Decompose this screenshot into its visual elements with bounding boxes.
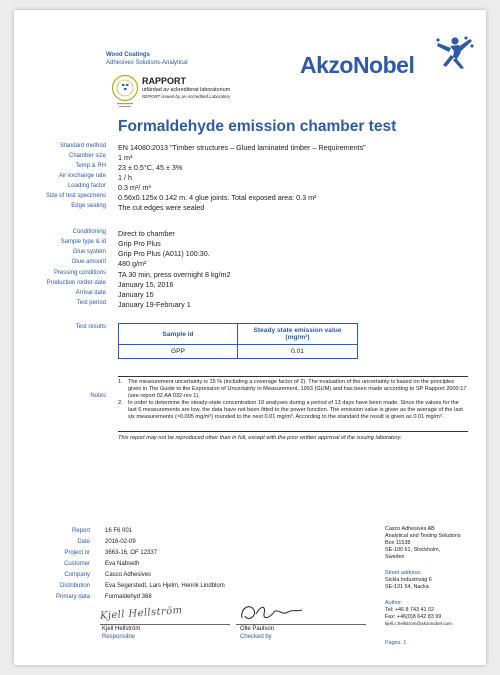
field-label: Glue amount bbox=[71, 259, 106, 265]
notes-label: Notes bbox=[90, 393, 106, 399]
results-label: Test results bbox=[75, 324, 106, 330]
address-line: Box 11538 bbox=[385, 540, 411, 546]
info-label: Company bbox=[64, 572, 90, 578]
akzonobel-figure-icon bbox=[426, 32, 478, 70]
field-value: Grip Pro Plus (A011) 100:30. bbox=[118, 249, 210, 258]
column-header: Sample id bbox=[119, 324, 238, 345]
signer-role-1: Responsible bbox=[102, 634, 136, 640]
disclaimer: This report may not be reproduced other than in full, except with the prior written approval of the issuing laboratory. bbox=[118, 435, 402, 441]
results-table bbox=[118, 323, 358, 359]
field-label: Edge sealing bbox=[71, 203, 106, 209]
signer-name-1: Kjell Hellström bbox=[102, 626, 141, 632]
field-label: Pressing conditions bbox=[53, 270, 106, 276]
field-label: Arrival date bbox=[75, 290, 106, 296]
dept-line-1: Wood Coatings bbox=[106, 52, 150, 58]
field-value: TA 30 min, press overnight 8 kg/m2 bbox=[118, 270, 231, 279]
table-cell: 0.01 bbox=[238, 345, 358, 359]
street-line: SE-131 54, Nacka bbox=[385, 584, 429, 590]
field-value: January 15 bbox=[118, 290, 154, 299]
field-label: Standard method bbox=[59, 143, 106, 149]
info-label: Date bbox=[77, 539, 90, 545]
address-line: Analytical and Testing Solutions bbox=[385, 533, 461, 539]
field-label: Test period bbox=[76, 300, 106, 306]
author-fax: Fax: +46(0)8 642 83 99 bbox=[385, 614, 442, 620]
table-header-row bbox=[119, 324, 358, 345]
field-label: Conditioning bbox=[72, 229, 106, 235]
field-value: 0.3 m²/ m³ bbox=[118, 183, 151, 192]
author-tel: Tel: +46 8 743 41 02 bbox=[385, 607, 435, 613]
fields-group-b bbox=[14, 229, 486, 319]
field-label: Air exchange rate bbox=[58, 173, 106, 179]
field-value: 23 ± 0.5°C, 45 ± 3% bbox=[118, 163, 183, 172]
field-value: 1 / h bbox=[118, 173, 132, 182]
author-heading: Author: bbox=[385, 600, 403, 606]
table-cell: GPP bbox=[119, 345, 238, 359]
info-label: Customer bbox=[63, 561, 90, 567]
info-value: 2016-02-09 bbox=[105, 539, 136, 545]
field-value: 480 g/m² bbox=[118, 259, 147, 268]
field-value: January 15, 2016 bbox=[118, 280, 174, 289]
info-value: Casco Adhesives bbox=[105, 572, 152, 578]
note-2-number: 2. bbox=[118, 400, 123, 406]
page-title: Formaldehyde emission chamber test bbox=[118, 118, 397, 135]
note-2-text: In order to determine the steady-state concentration 10 analyses during a period of 13 days have been made. Since the values for the last 6 measurements are low, the data have not been fitted to the power function. The emission value is given as the average of the last six measurements (≈0.005 mg/m³) rounded to the next 0.01 mg/m³. According to the standard the result is given as 0.01 mg/m³. bbox=[128, 400, 463, 420]
signature-line-2 bbox=[236, 624, 366, 625]
street-address-heading: Street address: bbox=[385, 570, 422, 576]
swedac-seal-icon bbox=[111, 74, 139, 110]
signature-responsible: Kjell Hellström bbox=[99, 605, 183, 622]
page-count: Pages: 1 bbox=[385, 640, 407, 646]
signature-checked-by bbox=[236, 600, 310, 626]
field-label: Size of test specimens bbox=[45, 193, 106, 199]
address-line: Sweden bbox=[385, 554, 405, 560]
field-label: Chamber size bbox=[68, 153, 106, 159]
address-line: Casco Adhesives AB bbox=[385, 526, 435, 532]
field-value: The cut edges were sealed bbox=[118, 203, 205, 212]
author-email: kjell.c.hellstrom@akzonobel.com bbox=[385, 621, 452, 626]
field-value: January 19-February 1 bbox=[118, 300, 191, 309]
table-row bbox=[119, 345, 358, 359]
notes-top-rule bbox=[118, 376, 468, 377]
field-label: Production /order date bbox=[46, 280, 106, 286]
info-label: Distribution bbox=[59, 583, 90, 589]
field-label: Loading factor bbox=[67, 183, 106, 189]
field-value: EN 14080:2013 "Timber structures – Glued laminated timber – Requirements" bbox=[118, 143, 366, 152]
field-label: Glue system bbox=[72, 249, 106, 255]
field-value: 1 m³ bbox=[118, 153, 133, 162]
column-header: Steady state emission value (mg/m³) bbox=[238, 324, 358, 345]
rapport-subtitle-en: REPORT issued by an Accredited Laboratory bbox=[142, 94, 231, 99]
field-value: 0.56x0.125x 0.142 m. 4 glue joints. Total exposed area: 0.3 m² bbox=[118, 193, 317, 202]
fields-group-a bbox=[14, 143, 486, 223]
signer-role-2: Checked by bbox=[240, 634, 272, 640]
field-label: Temp & RH bbox=[75, 163, 106, 169]
street-line: Sickla Industriväg 6 bbox=[385, 577, 432, 583]
info-value: 3663-16, OF 12337 bbox=[105, 550, 158, 556]
rapport-subtitle: utfärdad av ackrediterat laboratorium bbox=[142, 87, 231, 93]
field-label: Sample type & id bbox=[60, 239, 106, 245]
brand-logo-text: AkzoNobel bbox=[300, 52, 415, 78]
info-label: Project nr bbox=[64, 550, 90, 556]
note-1-number: 1. bbox=[118, 379, 123, 385]
rapport-title: RAPPORT bbox=[142, 76, 187, 86]
info-value: Eva Segerstedt, Lars Hjelm, Henrik Lindblom bbox=[105, 583, 225, 589]
info-value: Eva Nabseth bbox=[105, 561, 140, 567]
signer-name-2: Olle Paulson bbox=[240, 626, 275, 632]
field-value: Direct to chamber bbox=[118, 229, 175, 238]
address-line: SE-100 61, Stockholm, bbox=[385, 547, 441, 553]
info-value: 16 F6 001 bbox=[105, 528, 133, 534]
signature-line-1 bbox=[100, 624, 230, 625]
report-page bbox=[14, 10, 486, 665]
info-value: Formaldehyd 368 bbox=[105, 594, 152, 600]
notes-bottom-rule bbox=[118, 431, 468, 432]
note-1-text: The measurement uncertainty is 15 % (including a coverage factor of 2). The evaluation of the uncertainty is based on the principles given in The Guide to the Expression of Uncertainty in Measurement, 1993 (GUM) and has been made according to SP Rapport 2000:17 (see report 02 AA 032-rev 1). bbox=[128, 379, 467, 399]
info-label: Report bbox=[71, 528, 90, 534]
dept-line-2: Adhesives Solutions-Analytical bbox=[106, 60, 188, 66]
field-value: Grip Pro Plus bbox=[118, 239, 161, 248]
info-label: Primary data bbox=[55, 594, 90, 600]
